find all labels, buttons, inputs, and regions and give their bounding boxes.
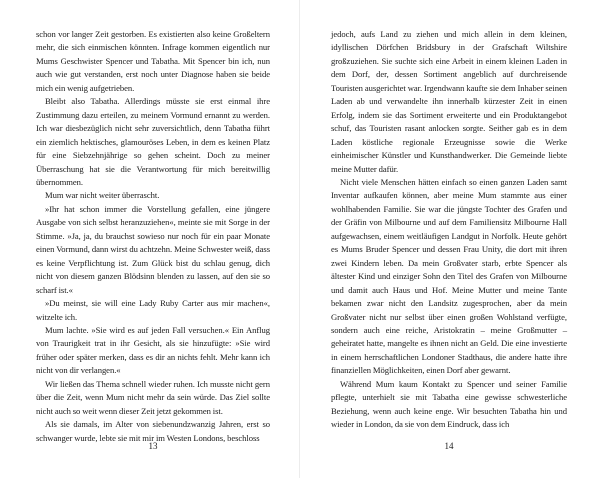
- page-number: 14: [444, 441, 454, 451]
- paragraph: jedoch, aufs Land zu ziehen und mich allein in dem kleinen, idyllischen Dörfchen Bridsbury in der Grafschaft Wiltshire großzuziehen. Sie suchte sich eine Arbeit in einem kleinen Laden in dem Dorf, der, dessen Sortiment angeblich auf durchreisende Touristen ausgerichtet war. Irgendwann kaufte sie dem Inhaber seinen Laden ab und verwandelte ihn innerhalb kürzester Zeit in einen Erfolg, indem sie das Sortiment erweiterte und ein Produktangebot schuf, das Touristen rasant anlocken sorgte. Seither gab es in dem Laden köstliche regionale Erzeugnisse sowie die Werke einheimischer Künstler und Kunsthandwerker. Die Gemeinde liebte meine Mutter dafür.: [331, 29, 567, 174]
- page-gutter: [299, 0, 300, 478]
- paragraph: Als sie damals, im Alter von siebenundzwanzig Jahren, erst so schwanger wurde, lebte sie mit mir im Westen Londons, beschloss: [36, 419, 270, 443]
- paragraph: »Du meinst, sie will eine Lady Ruby Carter aus mir machen«, witzelte ich.: [36, 298, 270, 322]
- paragraph: »Ihr hat schon immer die Vorstellung gefallen, eine jüngere Ausgabe von sich selbst heranzuziehen«, meinte sie mit Sorge in der Stimme. »Ja, ja, du brauchst sowieso nur noch für ein paar Monate einen Vormund, dann wirst du achtzehn. Meine Schwester weiß, dass es keine Verpflichtung ist. Zum Glück bist du schlau genug, dich nicht von diesem ganzen Blödsinn blenden zu lassen, auf den sie so scharf ist.«: [36, 203, 270, 295]
- paragraph: Nicht viele Menschen hätten einfach so einen ganzen Laden samt Inventar aufkaufen können, aber meine Mum stammte aus einer wohlhabenden Familie. Sie war die jüngste Tochter des Grafen und der Gräfin von Milbourne und auf dem Familiensitz Milbourne Hall aufgewachsen, einem weitläufigen Landgut in Norfolk. Heute gehört es Mums Bruder Spencer und dessen Frau Unity, die dort mit ihren zwei Kindern leben. Da mein Großvater starb, erbte Spencer als ältester Kind und einziger Sohn den Titel des Grafen von Milbourne und damit auch Haus und Hof. Meine Mutter und meine Tante bekamen zwar nicht den Landsitz zugesprochen, aber da mein Großvater nicht nur selbst über einen großen Wohlstand verfügte, sondern auch eine reiche, Aristokratin – meine Großmutter – geheiratet hatte, mangelte es ihnen nicht an Geld. Die eine investierte in einem herrschaftlichen Londoner Stadthaus, die andere hatte ihre finanziellen Möglichkeiten, einen Dorf aber gewarnt.: [331, 176, 567, 376]
- paragraph: Bleibt also Tabatha. Allerdings müsste sie erst einmal ihre Zustimmung dazu erteilen, zu meinem Vormund ernannt zu werden. Ich war diesbezüglich nicht sehr zuversichtlich, denn Tabatha führt ein ziemlich hektisches, glamouröses Leben, in dem es keinen Platz für eine Siebzehnjährige so gehen scheint. Doch zu meiner Überraschung hat sie die Verantwortung für mich bereitwillig übernommen.: [36, 96, 270, 187]
- paragraph: schon vor langer Zeit gestorben. Es existierten also keine Großeltern mehr, die sich einmischen könnten. Infrage kommen eigentlich nur Mums Geschwister Spencer und Tabatha. Mit Spencer bin ich, nun auch wie gut verstanden, erst noch unter Diagnose haben sie beide mich ein wenig aufgetrieben.: [36, 29, 270, 93]
- paragraph: Wir ließen das Thema schnell wieder ruhen. Ich musste nicht gern über die Zeit, wenn Mum nicht mehr da sein würde. Das Ziel sollte nicht auch so weit wenn dieser Zeit jetzt gekommen ist.: [36, 378, 270, 416]
- left-page: [36, 28, 270, 468]
- paragraph: Mum lachte. »Sie wird es auf jeden Fall versuchen.« Ein Anflug von Traurigkeit trat in ihr Gesicht, als sie hinzufügte: »Sie wird früher oder später merken, dass es dir an nichts fehlt. Mehr kann ich nicht von dir verlangen.«: [36, 324, 270, 376]
- paragraph: Während Mum kaum Kontakt zu Spencer und seiner Familie pflegte, unterhielt sie mit Tabatha eine gewisse schwesterliche Beziehung, wenn auch keine enge. Wir besuchten Tabatha hin und wieder in London, da sie von dem Eindruck, dass ich: [331, 378, 567, 430]
- page-number: 13: [148, 441, 158, 451]
- paragraph: Mum war nicht weiter überrascht.: [45, 190, 160, 201]
- right-page: [331, 28, 567, 468]
